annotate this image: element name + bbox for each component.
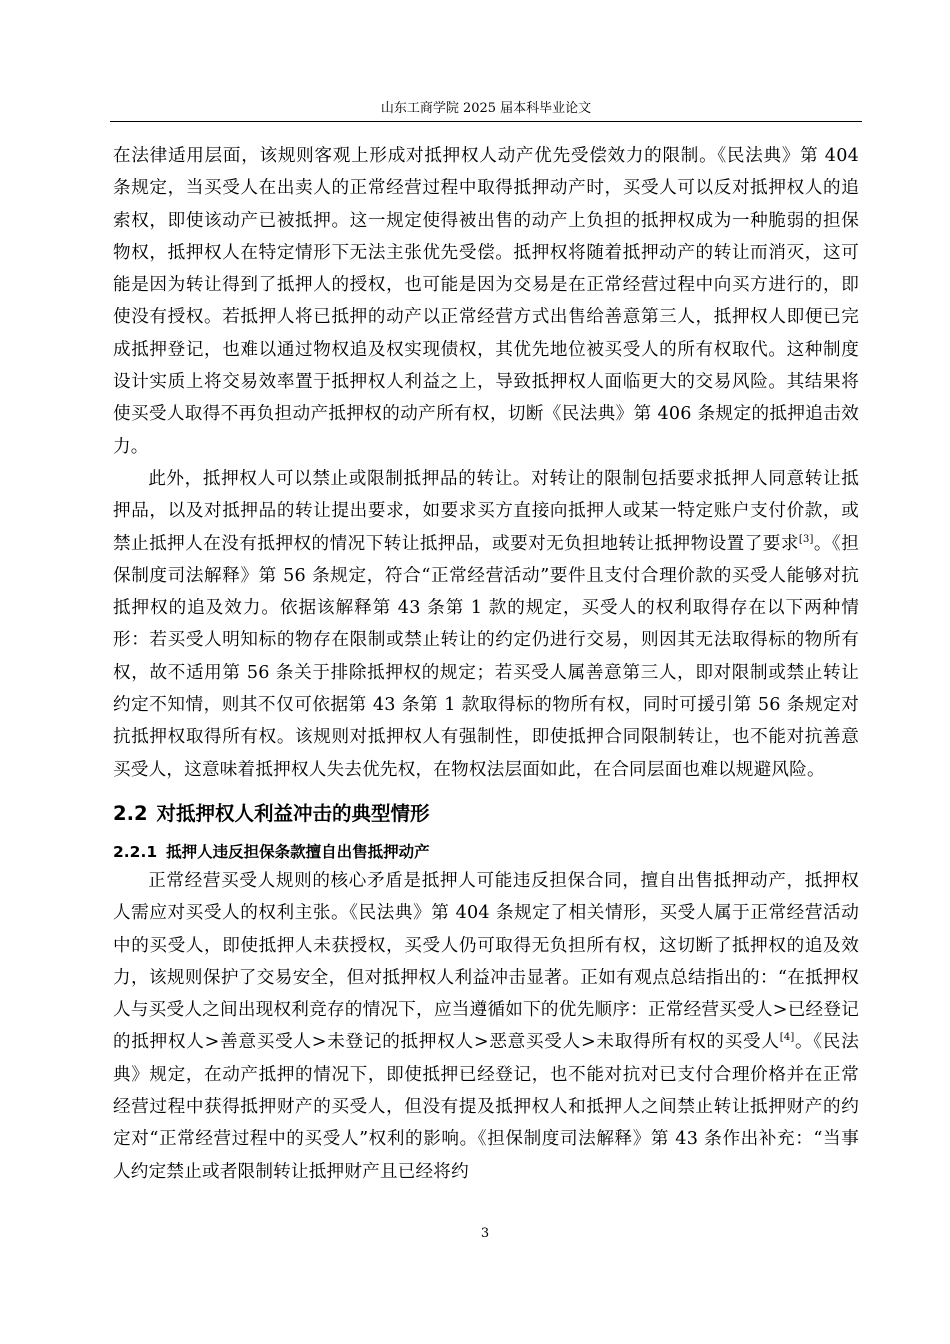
- body-content: [113, 140, 859, 1188]
- section-number: 2.2: [113, 801, 148, 825]
- paragraph-3-text-a: 正常经营买受人规则的核心矛盾是抵押人可能违反担保合同，擅自出售抵押动产，抵押权人需应对买受人的权利主张。《民法典》第 404 条规定了相关情形，买受人属于正常经营活动中的买受人，即使抵押人未获授权，买受人仍可取得无负担所有权，这切断了抵押权的追及效力，该规则保护了交易安全，但对抵押权人利益冲击显著。正如有观点总结指出的：“在抵押权人与买受人之间出现权利竞存的情况下，应当遵循如下的优先顺序：正常经营买受人>已经登记的抵押权人>善意买受人>未登记的抵押权人>恶意买受人>未取得所有权的买受人: [113, 870, 859, 1053]
- header-divider: [110, 121, 862, 122]
- running-header: 山东工商学院 2025 届本科毕业论文: [380, 101, 592, 116]
- paragraph-1: 在法律适用层面，该规则客观上形成对抵押权人动产优先受偿效力的限制。《民法典》第 404 条规定，当买受人在出卖人的正常经营过程中取得抵押动产时，买受人可以反对抵押权人的追索权，即使该动产已被抵押。这一规定使得被出售的动产上负担的抵押权成为一种脆弱的担保物权，抵押权人在特定情形下无法主张优先受偿。抵押权将随着抵押动产的转让而消灭，这可能是因为转让得到了抵押人的授权，也可能是因为交易是在正常经营过程中向买方进行的，即使没有授权。若抵押人将已抵押的动产以正常经营方式出售给善意第三人，抵押权人即便已完成抵押登记，也难以通过物权追及权实现债权，其优先地位被买受人的所有权取代。这种制度设计实质上将交易效率置于抵押权人利益之上，导致抵押权人面临更大的交易风险。其结果将使买受人取得不再负担动产抵押权的动产所有权，切断《民法典》第 406 条规定的抵押追击效力。: [113, 146, 859, 457]
- section-heading-2-2: [113, 799, 859, 829]
- subsection-number: 2.2.1: [113, 842, 158, 861]
- paragraph-3-text-b: 。《民法典》规定，在动产抵押的情况下，即使抵押已经登记，也不能对抗对已支付合理价格并在正常经营过程中获得抵押财产的买受人，但没有提及抵押权人和抵押人之间禁止转让抵押财产的约定对“正常经营过程中的买受人”权利的影响。《担保制度司法解释》第 43 条作出补充：“当事人约定禁止或者限制转让抵押财产且已经将约: [113, 1032, 859, 1182]
- paragraph-2-text-b: 。《担保制度司法解释》第 56 条规定，符合“正常经营活动”要件且支付合理价款的买受人能够对抗抵押权的追及效力。依据该解释第 43 条第 1 款的规定，买受人的权利取得存在以下两种情形：若买受人明知标的物存在限制或禁止转让的约定仍进行交易，则因其无法取得标的物所有权，故不适用第 56 条关于排除抵押权的规定；若买受人属善意第三人，即对限制或禁止转让约定不知情，则其不仅可依据第 43 条第 1 款取得标的物所有权，同时可援引第 56 条规定对抗抵押权取得所有权。该规则对抵押权人有强制性，即使抵押合同限制转让，也不能对抗善意买受人，这意味着抵押权人失去优先权，在物权法层面如此，在合同层面也难以规避风险。: [113, 533, 859, 780]
- page-number: 3: [480, 1226, 490, 1241]
- subsection-title: 抵押人违反担保条款擅自出售抵押动产: [166, 842, 430, 861]
- citation-ref-3[interactable]: [3]: [798, 533, 814, 545]
- citation-ref-4[interactable]: [4]: [779, 1032, 795, 1044]
- section-title: 对抵押权人利益冲击的典型情形: [156, 801, 430, 825]
- paragraph-2: [113, 463, 859, 786]
- subsection-heading-2-2-1: [113, 839, 859, 865]
- paragraph-3: [113, 865, 859, 1188]
- paragraph-2-text-a: 此外，抵押权人可以禁止或限制抵押品的转让。对转让的限制包括要求抵押人同意转让抵押品，以及对抵押品的转让提出要求，如要求买方直接向抵押人或某一特定账户支付价款，或禁止抵押人在没有抵押权的情况下转让抵押品，或要对无负担地转让抵押物设置了要求: [113, 468, 859, 554]
